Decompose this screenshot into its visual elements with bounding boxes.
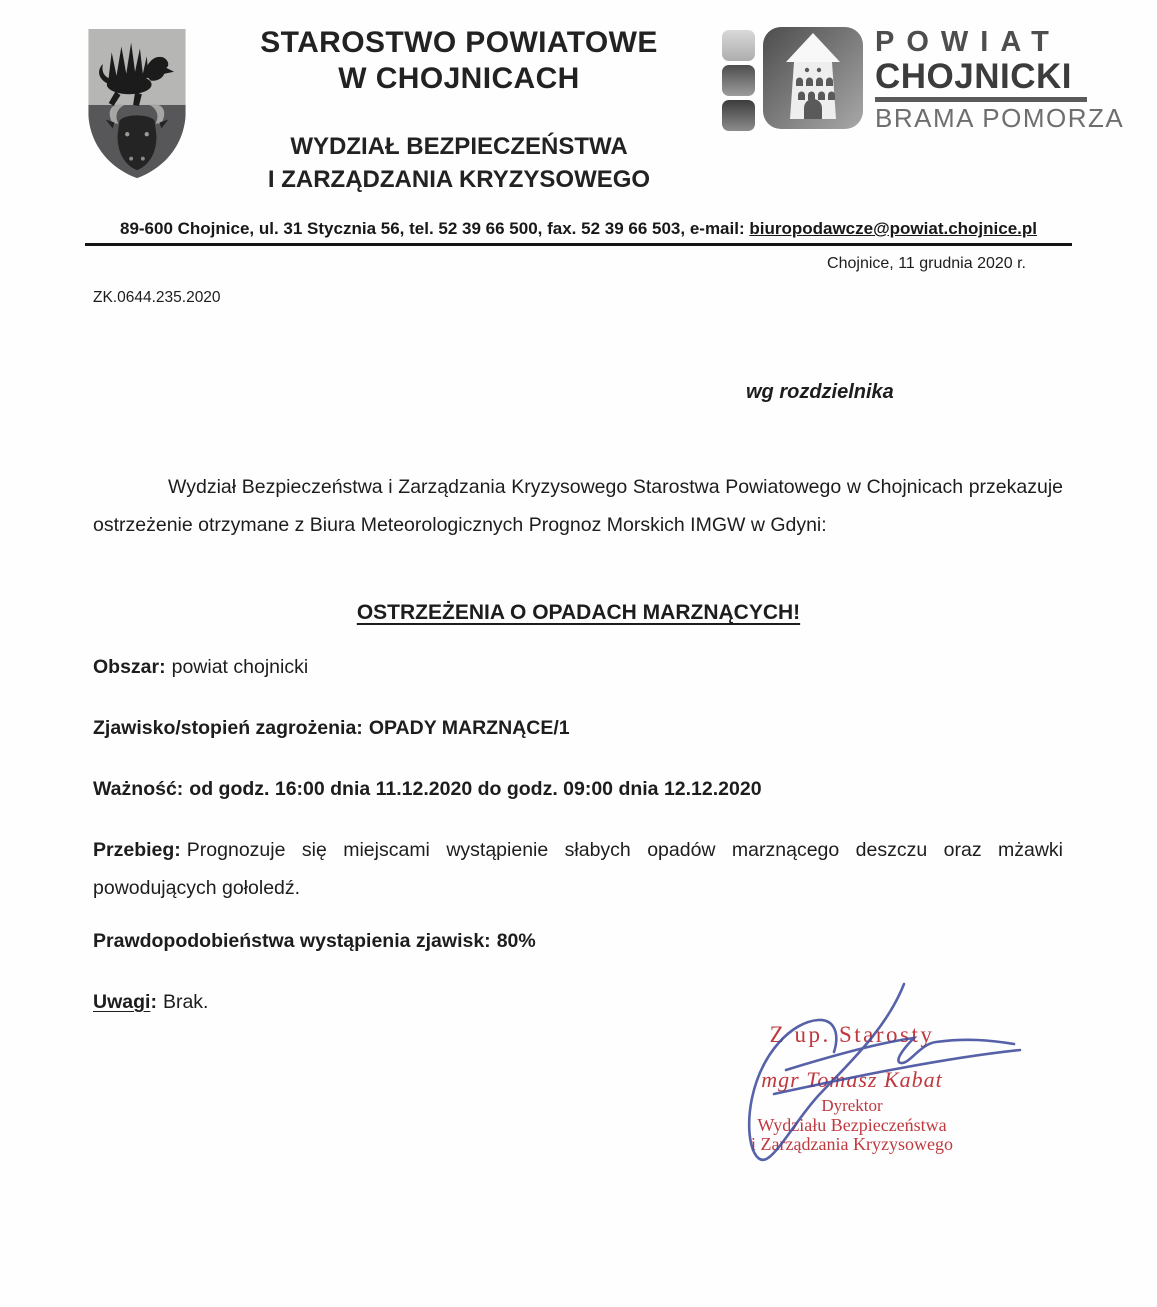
field-przebieg — [93, 831, 1063, 907]
logo-divider — [875, 97, 1087, 102]
org-title-line1: STAROSTWO POWIATOWE — [260, 26, 658, 59]
field-obszar — [93, 648, 1063, 686]
email-link[interactable]: biuropodawcze@powiat.chojnice.pl — [749, 219, 1037, 238]
logo-line-brama-pomorza: BRAMA POMORZA — [875, 103, 1125, 133]
handwritten-signature-icon — [718, 978, 1028, 1183]
field-label: Obszar: — [93, 656, 166, 678]
field-label: Przebieg: — [93, 839, 181, 861]
field-value: Brak. — [162, 991, 209, 1013]
intro-paragraph: Wydział Bezpieczeństwa i Zarządzania Kryzysowego Starostwa Powiatowego w Chojnicach przekazuje ostrzeżenie otrzymane z Biura Meteorologicznych Prognoz Morskich IMGW w Gdyni: — [93, 476, 1063, 536]
field-label: Zjawisko/stopień zagrożenia: — [93, 717, 363, 739]
place-date: Chojnice, 11 grudnia 2020 r. — [827, 255, 1026, 272]
coat-of-arms-icon — [78, 25, 196, 186]
stamp-dept-line2: i Zarządzania Kryzysowego — [751, 1134, 953, 1154]
letterhead-titles — [196, 25, 722, 196]
field-value: powiat chojnicki — [171, 656, 309, 678]
field-label: Prawdopodobieństwa wystąpienia zjawisk: — [93, 930, 491, 952]
field-value: Prognozuje się miejscami wystąpienie słabych opadów marznącego deszczu oraz mżawki powodujących gołoledź. — [93, 839, 1063, 899]
powiat-chojnicki-logo — [722, 26, 1125, 133]
stamp-dept-line1: Wydziału Bezpieczeństwa — [757, 1115, 947, 1135]
field-prawdopodobienstwo — [93, 922, 1063, 960]
gate-tower-icon — [763, 27, 863, 129]
contact-address: 89-600 Chojnice, ul. 31 Stycznia 56, tel. 52 39 66 500, fax. 52 39 66 503, e-mail: — [119, 219, 750, 238]
org-title-line2: W CHOJNICACH — [338, 62, 580, 95]
warning-heading: OSTRZEŻENIA O OPADACH MARZNĄCYCH! — [356, 601, 801, 624]
letterhead — [0, 0, 1157, 198]
field-label: Ważność: — [93, 778, 184, 800]
logo-text — [875, 26, 1125, 133]
case-number: ZK.0644.235.2020 — [93, 289, 221, 306]
stamp-authorization: Z up. Starosty — [769, 1022, 935, 1047]
field-label-colon: : — [150, 991, 157, 1013]
distribution-note: wg rozdzielnika — [746, 381, 894, 403]
field-value: od godz. 16:00 dnia 11.12.2020 do godz. 09:00 dnia 12.12.2020 — [189, 778, 762, 800]
stamp-signer-title: Dyrektor — [821, 1096, 883, 1115]
field-waznosc — [93, 770, 1063, 808]
field-label: Uwagi — [93, 991, 151, 1013]
field-value: OPADY MARZNĄCE/1 — [368, 717, 570, 739]
logo-line-chojnicki: CHOJNICKI — [875, 57, 1073, 96]
dept-title-line2: I ZARZĄDZANIA KRYZYSOWEGO — [267, 166, 651, 193]
field-value: 80% — [496, 930, 536, 952]
contact-bar — [85, 219, 1072, 246]
logo-line-powiat: POWIAT — [875, 26, 1061, 58]
stamp-signer-name: mgr Tomasz Kabat — [761, 1067, 943, 1092]
field-zjawisko — [93, 709, 1063, 747]
logo-squares-icon — [722, 30, 755, 132]
dept-title-line1: WYDZIAŁ BEZPIECZEŃSTWA — [290, 133, 628, 160]
warning-fields — [0, 648, 1157, 1021]
